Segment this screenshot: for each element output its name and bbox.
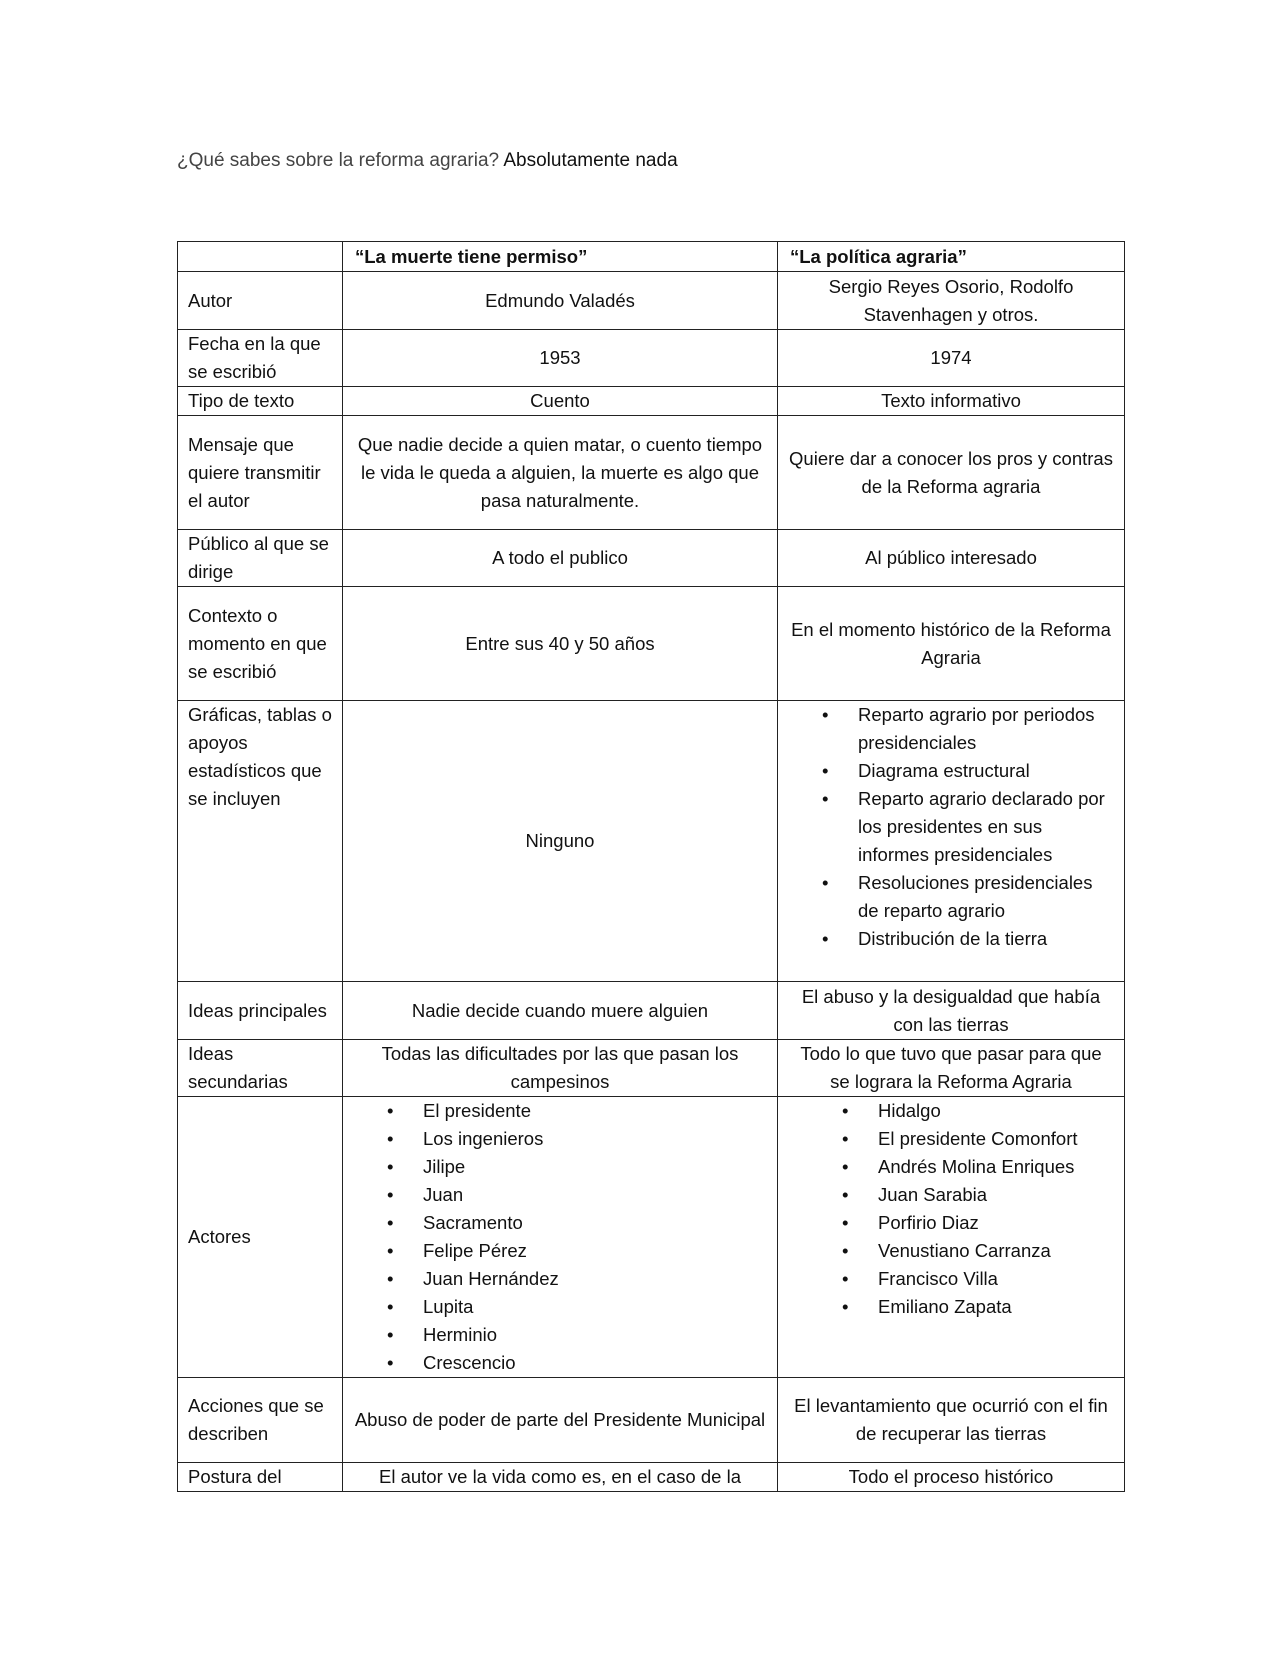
- cell-col-2: Al público interesado: [778, 530, 1125, 587]
- table-row: [178, 701, 1125, 982]
- cell-col-2: Todo lo que tuvo que pasar para que se lograra la Reforma Agraria: [778, 1040, 1125, 1097]
- cell-col-1: Abuso de poder de parte del Presidente Municipal: [343, 1378, 778, 1463]
- row-label: Gráficas, tablas o apoyos estadísticos que se incluyen: [178, 701, 343, 982]
- row-label: Ideas secundarias: [178, 1040, 343, 1097]
- question-prompt: ¿Qué sabes sobre la reforma agraria?: [177, 150, 500, 171]
- table-row: [178, 530, 1125, 587]
- list-item: • Los ingenieros: [423, 1125, 767, 1153]
- list-item: • Hidalgo: [878, 1097, 1114, 1125]
- table-row: [178, 387, 1125, 416]
- row-label: Público al que se dirige: [178, 530, 343, 587]
- list-item: • Reparto agrario por periodos presidenciales: [858, 701, 1114, 757]
- cell-col-1: A todo el publico: [343, 530, 778, 587]
- cell-col-2: [778, 1097, 1125, 1378]
- list-item: • El presidente: [423, 1097, 767, 1125]
- cell-col-2: En el momento histórico de la Reforma Agraria: [778, 587, 1125, 701]
- list-item: • Venustiano Carranza: [878, 1237, 1114, 1265]
- cell-col-2: Sergio Reyes Osorio, Rodolfo Stavenhagen y otros.: [778, 272, 1125, 330]
- table-header-row: [178, 242, 1125, 272]
- list-item: • Distribución de la tierra: [858, 925, 1114, 953]
- table-row: [178, 1463, 1125, 1492]
- row-label: Postura del: [178, 1463, 343, 1492]
- list-item: • Juan Sarabia: [878, 1181, 1114, 1209]
- header-col-1: “La muerte tiene permiso”: [343, 242, 778, 272]
- table-row: [178, 587, 1125, 701]
- cell-col-2: Quiere dar a conocer los pros y contras de la Reforma agraria: [778, 416, 1125, 530]
- table-row: [178, 330, 1125, 387]
- header-empty: [178, 242, 343, 272]
- list-item: • Juan: [423, 1181, 767, 1209]
- list-item: • Francisco Villa: [878, 1265, 1114, 1293]
- cell-col-1: Entre sus 40 y 50 años: [343, 587, 778, 701]
- row-label: Fecha en la que se escribió: [178, 330, 343, 387]
- cell-col-1: Todas las dificultades por las que pasan los campesinos: [343, 1040, 778, 1097]
- cell-col-1: Ninguno: [343, 701, 778, 982]
- comparison-table: [177, 241, 1125, 1492]
- row-label: Ideas principales: [178, 982, 343, 1040]
- cell-col-1: [343, 1097, 778, 1378]
- cell-col-2: Texto informativo: [778, 387, 1125, 416]
- list-item: • Resoluciones presidenciales de reparto agrario: [858, 869, 1114, 925]
- cell-col-1: 1953: [343, 330, 778, 387]
- cell-col-1: Cuento: [343, 387, 778, 416]
- cell-col-2: 1974: [778, 330, 1125, 387]
- question-answer: Absolutamente nada: [503, 150, 678, 171]
- cell-col-2: Todo el proceso histórico: [778, 1463, 1125, 1492]
- cell-col-1: Que nadie decide a quien matar, o cuento tiempo le vida le queda a alguien, la muerte es algo que pasa naturalmente.: [343, 416, 778, 530]
- question-line: [177, 150, 678, 172]
- row-label: Contexto o momento en que se escribió: [178, 587, 343, 701]
- table-row: [178, 416, 1125, 530]
- list-item: • Porfirio Diaz: [878, 1209, 1114, 1237]
- list-item: • Diagrama estructural: [858, 757, 1114, 785]
- row-label: Autor: [178, 272, 343, 330]
- table-row: [178, 982, 1125, 1040]
- row-label: Acciones que se describen: [178, 1378, 343, 1463]
- header-col-2: “La política agraria”: [778, 242, 1125, 272]
- cell-col-1: Edmundo Valadés: [343, 272, 778, 330]
- list-item: • Reparto agrario declarado por los presidentes en sus informes presidenciales: [858, 785, 1114, 869]
- table-row: [178, 1040, 1125, 1097]
- list-item: • Juan Hernández: [423, 1265, 767, 1293]
- cell-col-1: El autor ve la vida como es, en el caso de la: [343, 1463, 778, 1492]
- list-item: • Lupita: [423, 1293, 767, 1321]
- cell-col-2: El abuso y la desigualdad que había con las tierras: [778, 982, 1125, 1040]
- cell-col-2: [778, 701, 1125, 982]
- list-item: • Sacramento: [423, 1209, 767, 1237]
- list-item: • El presidente Comonfort: [878, 1125, 1114, 1153]
- list-item: • Felipe Pérez: [423, 1237, 767, 1265]
- row-label: Actores: [178, 1097, 343, 1378]
- list-item: • Herminio: [423, 1321, 767, 1349]
- row-label: Mensaje que quiere transmitir el autor: [178, 416, 343, 530]
- cell-col-1: Nadie decide cuando muere alguien: [343, 982, 778, 1040]
- table-row: [178, 1378, 1125, 1463]
- list-item: • Crescencio: [423, 1349, 767, 1377]
- list-item: • Andrés Molina Enriques: [878, 1153, 1114, 1181]
- table-row: [178, 1097, 1125, 1378]
- row-label: Tipo de texto: [178, 387, 343, 416]
- list-item: • Jilipe: [423, 1153, 767, 1181]
- list-item: • Emiliano Zapata: [878, 1293, 1114, 1321]
- table-row: [178, 272, 1125, 330]
- cell-col-2: El levantamiento que ocurrió con el fin de recuperar las tierras: [778, 1378, 1125, 1463]
